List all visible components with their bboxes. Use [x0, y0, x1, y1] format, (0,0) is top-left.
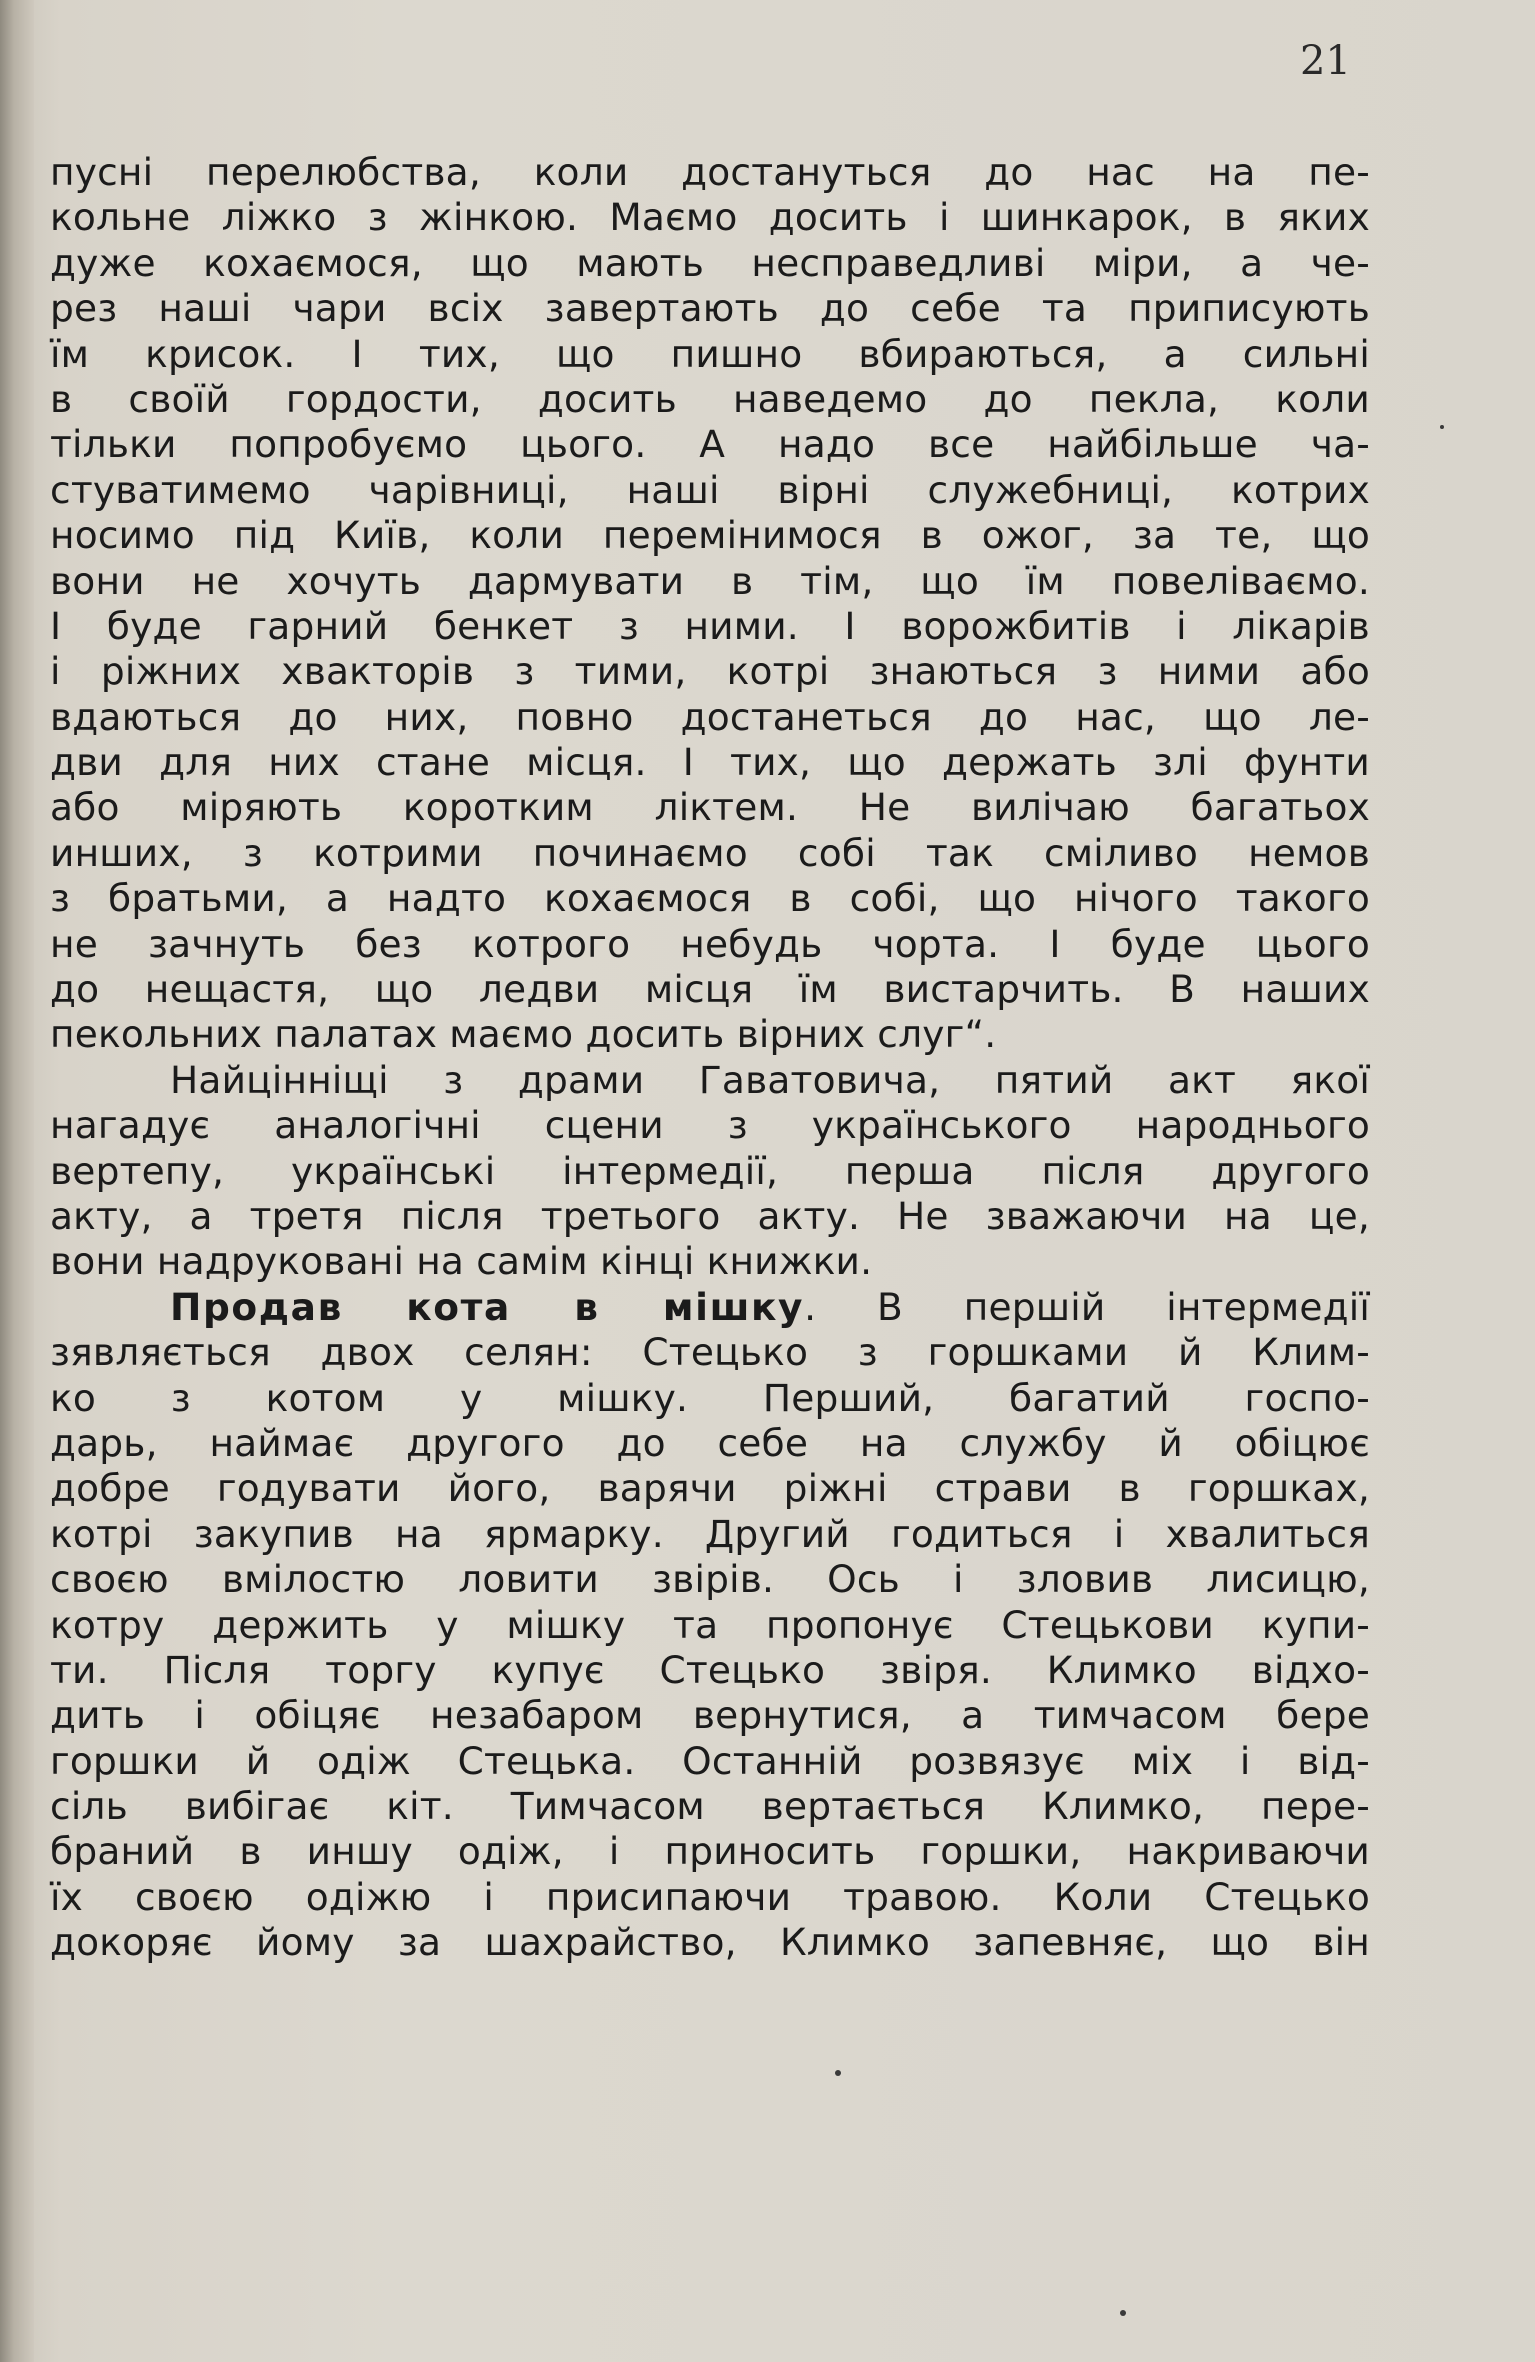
text-line: дить і обіцяє незабаром вернутися, а тимчасом бере [50, 1693, 1370, 1738]
text-line: дуже кохаємося, що мають несправедливі міри, а че- [50, 240, 1370, 285]
text-line: зявляється двох селян: Стецько з горшками й Клим- [50, 1330, 1370, 1375]
text-line: нагадує аналогічні сцени з українського народнього [50, 1103, 1370, 1148]
text-line: акту, а третя після третього акту. Не зважаючи на це, [50, 1193, 1370, 1238]
paper-speck [835, 2070, 841, 2076]
text-line: І буде гарний бенкет з ними. І ворожбитів і лікарів [50, 603, 1370, 648]
text-line: ко з котом у мішку. Перший, багатий госпо- [50, 1375, 1370, 1420]
text-line: і ріжних хвакторів з тими, котрі знаються з ними або [50, 649, 1370, 694]
page-number: 21 [1300, 38, 1351, 84]
text-line: браний в иншу одіж, і приносить горшки, накриваючи [50, 1829, 1370, 1874]
text-line: докоряє йому за шахрайство, Климко запевняє, що він [50, 1920, 1370, 1965]
text-line: котру держить у мішку та пропонує Стецькови купи- [50, 1602, 1370, 1647]
text-line: стуватимемо чарівниці, наші вірні служебниці, котрих [50, 467, 1370, 512]
text-line: до нещастя, що ледви місця їм вистарчить. В наших [50, 967, 1370, 1012]
text-run: . В першій інтермедії [804, 1284, 1371, 1329]
paragraph-first-line: Найцінніщі з драми Гаватовича, пятий акт якої [170, 1057, 1370, 1102]
body-text [50, 150, 1370, 1966]
text-line: кольне ліжко з жінкою. Маємо досить і шинкарок, в яких [50, 195, 1370, 240]
text-line: в своїй гордости, досить наведемо до пекла, коли [50, 376, 1370, 421]
binding-edge [0, 0, 34, 2362]
text-line: носимо під Київ, коли перемінимося в ожог, за те, що [50, 513, 1370, 558]
text-line: рез наші чари всіх завертають до себе та приписують [50, 286, 1370, 331]
text-line: своєю вмілостю ловити звірів. Ось і зловив лисицю, [50, 1557, 1370, 1602]
text-line: не зачнуть без котрого небудь чорта. І буде цього [50, 921, 1370, 966]
text-line: вони надруковані на самім кінці книжки. [50, 1239, 873, 1284]
paper-speck [1120, 2310, 1126, 2316]
text-line: дви для них стане місця. І тих, що держать злі фунти [50, 740, 1370, 785]
text-line: пекольних палатах маємо досить вірних слуг“. [50, 1012, 997, 1057]
paragraph-first-line [50, 1285, 1370, 1330]
text-line: добре годувати його, варячи ріжні страви в горшках, [50, 1466, 1370, 1511]
text-line: дарь, наймає другого до себе на службу й обіцює [50, 1420, 1370, 1465]
text-line: їх своєю одіжю і присипаючи травою. Коли Стецько [50, 1874, 1370, 1919]
text-line: вони не хочуть дармувати в тім, що їм повеліваємо. [50, 558, 1370, 603]
text-line: вдаються до них, повно достанеться до нас, що ле- [50, 694, 1370, 739]
text-line: з братьми, а надто кохаємося в собі, що нічого такого [50, 876, 1370, 921]
section-heading: Продав кота в мішку [170, 1284, 805, 1329]
text-line: горшки й одіж Стецька. Останній розвязує міх і від- [50, 1738, 1370, 1783]
paper-speck [1440, 425, 1444, 429]
text-line: або міряють коротким ліктем. Не вилічаю багатьох [50, 785, 1370, 830]
text-line: сіль вибігає кіт. Тимчасом вертається Климко, пере- [50, 1784, 1370, 1829]
text-line: ти. Після торгу купує Стецько звіря. Климко відхо- [50, 1647, 1370, 1692]
text-line: котрі закупив на ярмарку. Другий годиться і хвалиться [50, 1511, 1370, 1556]
text-line: їм крисок. І тих, що пишно вбираються, а сильні [50, 331, 1370, 376]
text-line: инших, з котрими починаємо собі так сміливо немов [50, 830, 1370, 875]
text-line: вертепу, українські інтермедії, перша після другого [50, 1148, 1370, 1193]
text-line: пусні перелюбства, коли достануться до нас на пе- [50, 150, 1370, 194]
text-line: тільки попробуємо цього. А надо все найбільше ча- [50, 422, 1370, 467]
